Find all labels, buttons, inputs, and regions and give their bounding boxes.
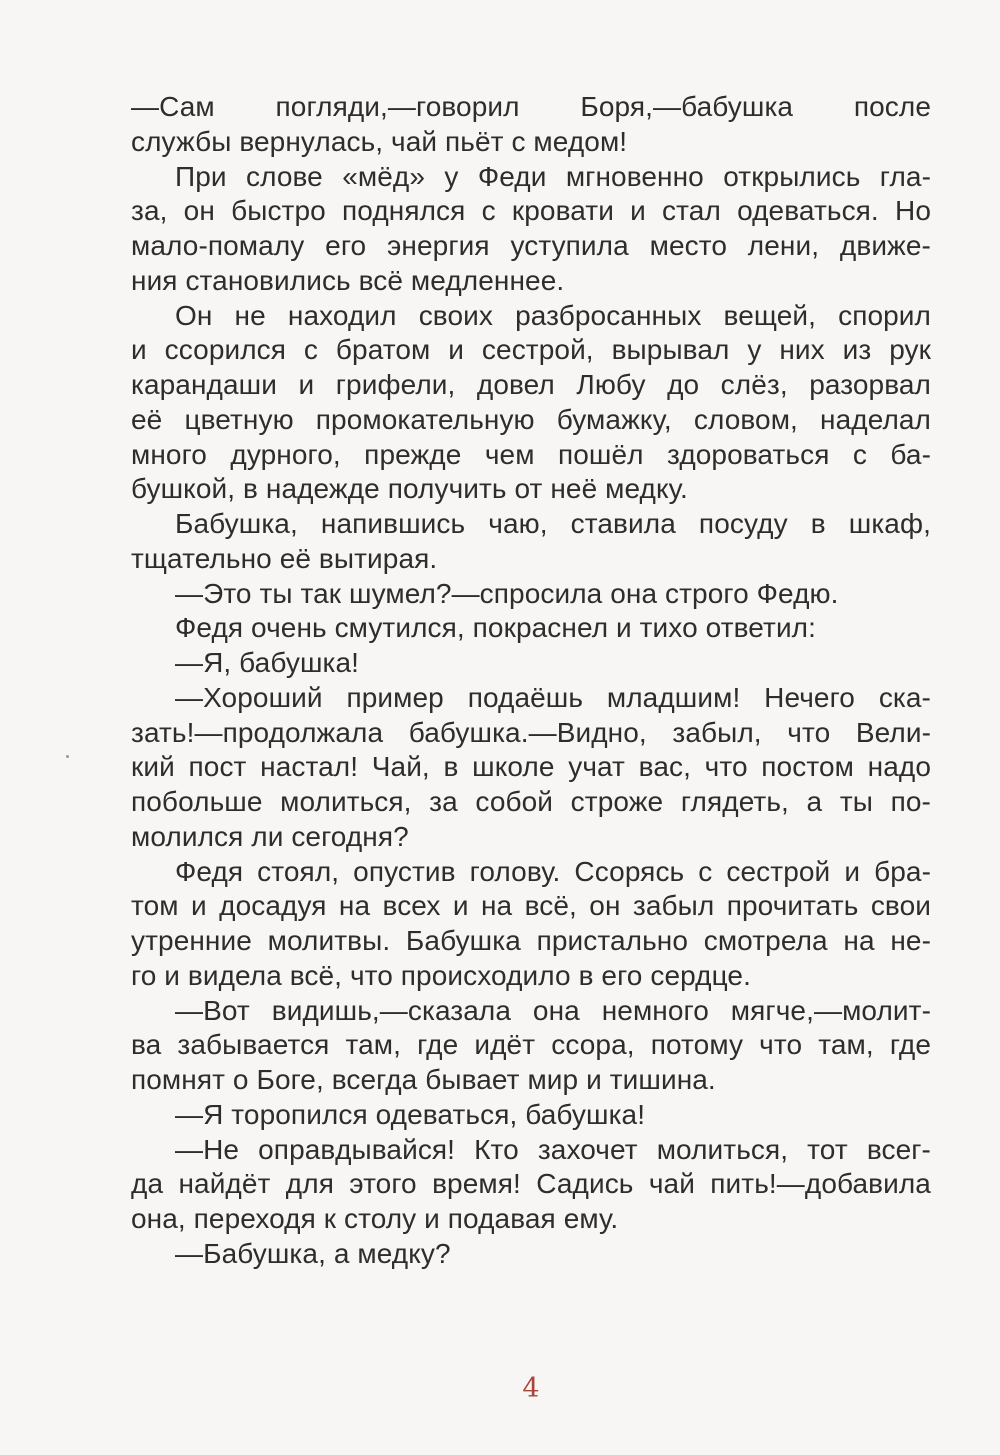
story-text — [131, 90, 931, 1272]
text-line: много дурного, прежде чем пошёл здороваться с ба- — [131, 438, 931, 470]
text-line: утренние молитвы. Бабушка пристально смотрела на не- — [131, 925, 931, 956]
text-line: ва забывается там, где идёт ссора, потому что там, где — [131, 1029, 931, 1061]
text-line: —Не оправдывайся! Кто захочет молиться, тот всег- — [175, 1133, 931, 1165]
text-line: она, переходя к столу и подавая ему. — [131, 1203, 619, 1234]
paper-speck — [66, 755, 69, 758]
text-line: При слове «мёд» у Феди мгновенно открылись гла- — [175, 160, 931, 192]
text-line: —Я торопился одеваться, бабушка! — [175, 1098, 646, 1130]
text-line: —Хороший пример подаёшь младшим! Нечего ска- — [175, 681, 931, 713]
text-line: ния становились всё медленнее. — [131, 264, 565, 296]
text-line: —Вот видишь,—сказала она немного мягче,—молит- — [175, 994, 931, 1026]
text-line: —Я, бабушка! — [175, 647, 360, 678]
text-line: —Это ты так шумел?—спросила она строго Федю. — [175, 577, 839, 609]
text-line: зать!—продолжала бабушка.—Видно, забыл, что Вели- — [131, 716, 931, 748]
text-line: Федя стоял, опустив голову. Ссорясь с сестрой и бра- — [175, 855, 931, 887]
text-line: её цветную промокательную бумажку, словом, наделал — [131, 403, 931, 435]
text-line: бушкой, в надежде получить от неё медку. — [131, 473, 688, 505]
text-line: тщательно её вытирая. — [131, 542, 438, 574]
text-line: карандаши и грифели, довел Любу до слёз, разорвал — [131, 369, 931, 400]
text-line: том и досадуя на всех и на всё, он забыл прочитать свои — [131, 890, 931, 922]
text-line: и ссорился с братом и сестрой, вырывал у них из рук — [131, 334, 931, 366]
text-line: —Бабушка, а медку? — [175, 1237, 451, 1269]
text-line: за, он быстро поднялся с кровати и стал одеваться. Но — [131, 195, 931, 227]
text-line: службы вернулась, чай пьёт с медом! — [131, 125, 628, 157]
text-line: мало-помалу его энергия уступила место лени, движе- — [131, 230, 931, 261]
page-number: 4 — [522, 1373, 540, 1404]
text-line: го и видела всё, что происходило в его сердце. — [131, 959, 751, 991]
text-line: молился ли сегодня? — [131, 820, 409, 852]
text-line: помнят о Боге, всегда бывает мир и тишина. — [131, 1064, 716, 1095]
text-line: побольше молиться, за собой строже глядеть, а ты по- — [131, 786, 931, 817]
text-line: кий пост настал! Чай, в школе учат вас, что постом надо — [131, 751, 931, 783]
text-line: —Сам погляди,—говорил Боря,—бабушка после — [131, 91, 931, 122]
text-line: Он не находил своих разбросанных вещей, спорил — [175, 299, 931, 331]
text-line: Бабушка, напившись чаю, ставила посуду в шкаф, — [175, 508, 931, 539]
text-line: да найдёт для этого время! Садись чай пить!—добавила — [131, 1168, 931, 1200]
text-line: Федя очень смутился, покраснел и тихо ответил: — [175, 612, 816, 644]
